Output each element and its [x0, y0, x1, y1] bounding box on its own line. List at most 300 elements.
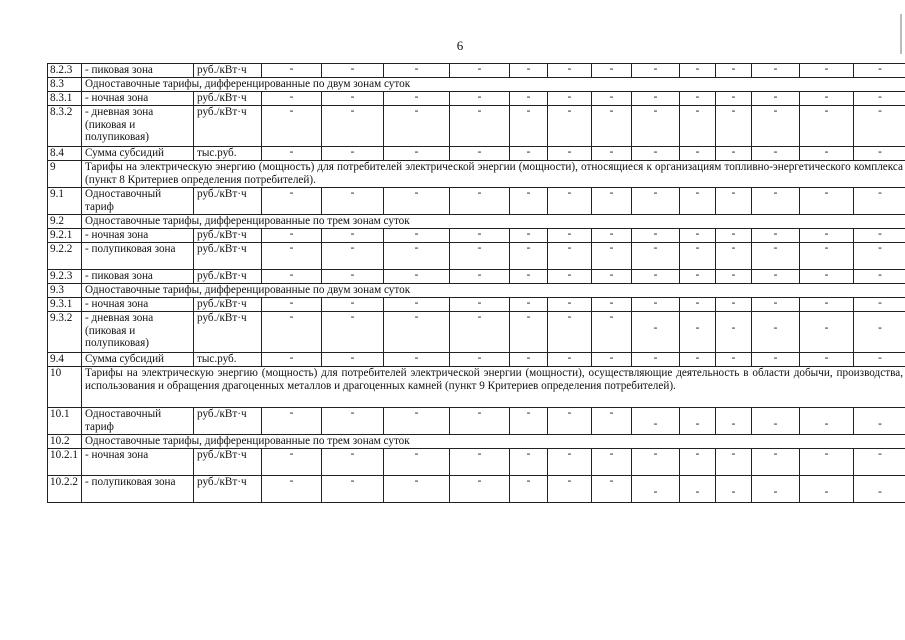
value-cell [384, 92, 450, 106]
value-cell [680, 298, 716, 312]
value-cell [800, 188, 854, 215]
empty-value-dash: - [653, 63, 658, 75]
value-cell [854, 476, 905, 503]
value-cell [510, 298, 548, 312]
unit-cell: руб./кВт·ч [194, 312, 262, 353]
empty-value-dash: - [567, 228, 572, 240]
table-row [48, 353, 905, 367]
empty-value-dash: - [526, 242, 531, 254]
value-cell [800, 408, 854, 435]
value-cell [262, 147, 322, 161]
empty-value-dash: - [414, 105, 419, 117]
empty-value-dash: - [878, 228, 882, 240]
value-cell [322, 106, 384, 147]
table-row [48, 298, 905, 312]
empty-value-dash: - [731, 146, 736, 158]
value-cell [592, 64, 632, 78]
value-cell [680, 188, 716, 215]
value-cell [322, 92, 384, 106]
empty-value-dash: - [695, 105, 700, 117]
value-cell [632, 188, 680, 215]
value-cell [384, 229, 450, 243]
empty-value-dash: - [526, 63, 531, 75]
empty-value-dash: - [414, 91, 419, 103]
value-cell [322, 298, 384, 312]
empty-value-dash: - [609, 242, 614, 254]
table-row [48, 106, 905, 147]
section-header-row [48, 367, 905, 408]
value-cell [384, 188, 450, 215]
value-cell [592, 243, 632, 270]
value-cell [548, 408, 592, 435]
row-number: 9 [48, 161, 82, 188]
unit-cell: руб./кВт·ч [194, 476, 262, 503]
value-cell [800, 270, 854, 284]
value-cell [632, 353, 680, 367]
row-number: 9.2.2 [48, 243, 82, 270]
value-cell [752, 353, 800, 367]
table-row [48, 92, 905, 106]
row-number: 9.1 [48, 188, 82, 215]
tariff-name: - дневная зона (пиковая и полупиковая) [82, 312, 194, 353]
value-cell [262, 188, 322, 215]
value-cell [510, 92, 548, 106]
empty-value-dash: - [289, 352, 294, 364]
empty-value-dash: - [653, 242, 658, 254]
empty-value-dash: - [824, 352, 829, 364]
value-cell [592, 312, 632, 353]
value-cell [548, 243, 592, 270]
scan-edge-mark [900, 14, 902, 54]
unit-cell: руб./кВт·ч [194, 298, 262, 312]
value-cell [632, 298, 680, 312]
empty-value-dash: - [350, 105, 355, 117]
empty-value-dash: - [653, 418, 658, 430]
empty-value-dash: - [477, 407, 482, 419]
value-cell [632, 106, 680, 147]
empty-value-dash: - [824, 105, 829, 117]
value-cell [548, 229, 592, 243]
value-cell [510, 64, 548, 78]
empty-value-dash: - [695, 63, 700, 75]
empty-value-dash: - [289, 187, 294, 199]
empty-value-dash: - [695, 91, 700, 103]
value-cell [510, 229, 548, 243]
empty-value-dash: - [567, 105, 572, 117]
value-cell [800, 353, 854, 367]
empty-value-dash: - [653, 448, 658, 460]
empty-value-dash: - [609, 297, 614, 309]
empty-value-dash: - [609, 187, 614, 199]
empty-value-dash: - [526, 448, 531, 460]
value-cell [680, 106, 716, 147]
empty-value-dash: - [350, 187, 355, 199]
empty-value-dash: - [878, 269, 882, 281]
unit-cell: руб./кВт·ч [194, 229, 262, 243]
empty-value-dash: - [731, 269, 736, 281]
value-cell [592, 188, 632, 215]
value-cell [716, 243, 752, 270]
row-number: 10.2.2 [48, 476, 82, 503]
value-cell [716, 92, 752, 106]
section-header-row [48, 215, 905, 229]
empty-value-dash: - [414, 475, 419, 487]
value-cell [450, 298, 510, 312]
value-cell [450, 243, 510, 270]
empty-value-dash: - [695, 187, 700, 199]
empty-value-dash: - [695, 146, 700, 158]
empty-value-dash: - [824, 63, 829, 75]
empty-value-dash: - [289, 297, 294, 309]
section-header-row [48, 78, 905, 92]
value-cell [680, 449, 716, 476]
page-number: 6 [456, 38, 464, 53]
value-cell [800, 476, 854, 503]
tariff-name: Одноставочный тариф [82, 188, 194, 215]
value-cell [716, 229, 752, 243]
empty-value-dash: - [414, 63, 419, 75]
value-cell [800, 147, 854, 161]
value-cell [450, 188, 510, 215]
empty-value-dash: - [477, 91, 482, 103]
value-cell [752, 312, 800, 353]
section-title: Тарифы на электрическую энергию (мощность) для потребителей электрической энергии (мощности), осуществляющие деятельность в области добычи, производства, использования и обращения драгоценных металлов и драгоценных камней (пункт 9 Критериев определения потребителей). [82, 367, 905, 408]
empty-value-dash: - [653, 228, 658, 240]
value-cell [752, 147, 800, 161]
empty-value-dash: - [878, 63, 882, 75]
value-cell [510, 188, 548, 215]
value-cell [450, 408, 510, 435]
empty-value-dash: - [609, 352, 614, 364]
value-cell [262, 312, 322, 353]
table-row [48, 147, 905, 161]
value-cell [592, 353, 632, 367]
tariff-name: - ночная зона [82, 229, 194, 243]
value-cell [854, 147, 905, 161]
section-title: Одноставочные тарифы, дифференцированные по трем зонам суток [82, 215, 905, 229]
empty-value-dash: - [878, 418, 882, 430]
empty-value-dash: - [567, 448, 572, 460]
empty-value-dash: - [878, 352, 882, 364]
empty-value-dash: - [350, 242, 355, 254]
value-cell [510, 147, 548, 161]
empty-value-dash: - [824, 322, 829, 334]
empty-value-dash: - [477, 448, 482, 460]
value-cell [510, 243, 548, 270]
section-title: Одноставочные тарифы, дифференцированные по двум зонам суток [82, 78, 905, 92]
value-cell [800, 106, 854, 147]
value-cell [632, 92, 680, 106]
empty-value-dash: - [414, 228, 419, 240]
tariff-name: - пиковая зона [82, 64, 194, 78]
empty-value-dash: - [477, 475, 482, 487]
value-cell [450, 64, 510, 78]
empty-value-dash: - [653, 297, 658, 309]
tariff-name: - пиковая зона [82, 270, 194, 284]
empty-value-dash: - [731, 228, 736, 240]
value-cell [800, 312, 854, 353]
empty-value-dash: - [477, 297, 482, 309]
value-cell [752, 298, 800, 312]
empty-value-dash: - [350, 146, 355, 158]
empty-value-dash: - [414, 352, 419, 364]
value-cell [854, 270, 905, 284]
empty-value-dash: - [289, 228, 294, 240]
value-cell [262, 92, 322, 106]
empty-value-dash: - [824, 418, 829, 430]
value-cell [322, 270, 384, 284]
value-cell [322, 147, 384, 161]
value-cell [716, 298, 752, 312]
row-number: 8.3 [48, 78, 82, 92]
value-cell [510, 408, 548, 435]
value-cell [262, 270, 322, 284]
row-number: 9.4 [48, 353, 82, 367]
empty-value-dash: - [731, 322, 736, 334]
value-cell [450, 312, 510, 353]
empty-value-dash: - [773, 63, 778, 75]
tariff-table [47, 63, 905, 503]
empty-value-dash: - [350, 63, 355, 75]
value-cell [262, 243, 322, 270]
value-cell [384, 270, 450, 284]
empty-value-dash: - [878, 486, 882, 498]
empty-value-dash: - [731, 187, 736, 199]
empty-value-dash: - [567, 407, 572, 419]
empty-value-dash: - [350, 297, 355, 309]
value-cell [548, 353, 592, 367]
value-cell [854, 106, 905, 147]
value-cell [854, 188, 905, 215]
value-cell [632, 64, 680, 78]
empty-value-dash: - [609, 91, 614, 103]
empty-value-dash: - [773, 105, 778, 117]
row-number: 8.3.2 [48, 106, 82, 147]
empty-value-dash: - [878, 187, 882, 199]
value-cell [450, 449, 510, 476]
empty-value-dash: - [567, 311, 572, 323]
value-cell [322, 353, 384, 367]
value-cell [752, 188, 800, 215]
tariff-name: Сумма субсидий [82, 353, 194, 367]
value-cell [592, 229, 632, 243]
empty-value-dash: - [289, 91, 294, 103]
empty-value-dash: - [695, 418, 700, 430]
empty-value-dash: - [773, 146, 778, 158]
empty-value-dash: - [526, 146, 531, 158]
empty-value-dash: - [878, 242, 882, 254]
value-cell [854, 312, 905, 353]
tariff-name: - ночная зона [82, 449, 194, 476]
empty-value-dash: - [477, 269, 482, 281]
value-cell [592, 408, 632, 435]
empty-value-dash: - [567, 475, 572, 487]
empty-value-dash: - [350, 91, 355, 103]
empty-value-dash: - [526, 187, 531, 199]
empty-value-dash: - [731, 63, 736, 75]
empty-value-dash: - [824, 448, 829, 460]
value-cell [384, 243, 450, 270]
row-number: 9.3 [48, 284, 82, 298]
empty-value-dash: - [773, 486, 778, 498]
value-cell [632, 312, 680, 353]
value-cell [510, 476, 548, 503]
unit-cell: тыс.руб. [194, 353, 262, 367]
empty-value-dash: - [289, 448, 294, 460]
unit-cell: руб./кВт·ч [194, 188, 262, 215]
unit-cell: тыс.руб. [194, 147, 262, 161]
unit-cell: руб./кВт·ч [194, 408, 262, 435]
empty-value-dash: - [526, 297, 531, 309]
value-cell [680, 92, 716, 106]
tariff-name: - дневная зона (пиковая и полупиковая) [82, 106, 194, 147]
empty-value-dash: - [567, 63, 572, 75]
value-cell [854, 229, 905, 243]
empty-value-dash: - [653, 187, 658, 199]
empty-value-dash: - [773, 242, 778, 254]
value-cell [632, 147, 680, 161]
empty-value-dash: - [526, 269, 531, 281]
empty-value-dash: - [477, 242, 482, 254]
value-cell [800, 64, 854, 78]
unit-cell: руб./кВт·ч [194, 64, 262, 78]
empty-value-dash: - [477, 146, 482, 158]
value-cell [854, 449, 905, 476]
empty-value-dash: - [526, 311, 531, 323]
value-cell [716, 64, 752, 78]
empty-value-dash: - [773, 187, 778, 199]
value-cell [632, 449, 680, 476]
empty-value-dash: - [477, 63, 482, 75]
section-title: Одноставочные тарифы, дифференцированные по трем зонам суток [82, 435, 905, 449]
empty-value-dash: - [653, 486, 658, 498]
empty-value-dash: - [773, 418, 778, 430]
value-cell [450, 106, 510, 147]
empty-value-dash: - [567, 352, 572, 364]
value-cell [592, 270, 632, 284]
value-cell [262, 449, 322, 476]
empty-value-dash: - [609, 475, 614, 487]
value-cell [680, 408, 716, 435]
empty-value-dash: - [878, 105, 882, 117]
value-cell [384, 408, 450, 435]
unit-cell: руб./кВт·ч [194, 270, 262, 284]
value-cell [322, 64, 384, 78]
value-cell [548, 449, 592, 476]
empty-value-dash: - [414, 269, 419, 281]
table-row [48, 188, 905, 215]
empty-value-dash: - [350, 475, 355, 487]
empty-value-dash: - [773, 269, 778, 281]
empty-value-dash: - [653, 352, 658, 364]
value-cell [800, 229, 854, 243]
empty-value-dash: - [653, 322, 658, 334]
empty-value-dash: - [824, 242, 829, 254]
empty-value-dash: - [824, 228, 829, 240]
empty-value-dash: - [289, 311, 294, 323]
row-number: 10.2.1 [48, 449, 82, 476]
empty-value-dash: - [609, 407, 614, 419]
value-cell [716, 476, 752, 503]
value-cell [450, 147, 510, 161]
empty-value-dash: - [731, 91, 736, 103]
value-cell [322, 229, 384, 243]
empty-value-dash: - [414, 297, 419, 309]
empty-value-dash: - [731, 105, 736, 117]
value-cell [450, 353, 510, 367]
value-cell [322, 243, 384, 270]
value-cell [716, 106, 752, 147]
empty-value-dash: - [731, 297, 736, 309]
empty-value-dash: - [695, 486, 700, 498]
value-cell [632, 408, 680, 435]
value-cell [752, 476, 800, 503]
value-cell [854, 92, 905, 106]
empty-value-dash: - [414, 311, 419, 323]
empty-value-dash: - [653, 269, 658, 281]
section-header-row [48, 161, 905, 188]
value-cell [384, 147, 450, 161]
value-cell [680, 312, 716, 353]
value-cell [548, 106, 592, 147]
value-cell [632, 243, 680, 270]
value-cell [854, 298, 905, 312]
value-cell [752, 106, 800, 147]
tariff-name: - полупиковая зона [82, 243, 194, 270]
table-row [48, 312, 905, 353]
empty-value-dash: - [567, 269, 572, 281]
value-cell [592, 449, 632, 476]
value-cell [752, 449, 800, 476]
empty-value-dash: - [567, 146, 572, 158]
value-cell [800, 298, 854, 312]
tariff-name: Одноставочный тариф [82, 408, 194, 435]
row-number: 8.3.1 [48, 92, 82, 106]
value-cell [752, 270, 800, 284]
value-cell [450, 476, 510, 503]
value-cell [716, 188, 752, 215]
value-cell [548, 312, 592, 353]
empty-value-dash: - [609, 269, 614, 281]
empty-value-dash: - [526, 228, 531, 240]
value-cell [450, 92, 510, 106]
empty-value-dash: - [824, 146, 829, 158]
empty-value-dash: - [653, 91, 658, 103]
empty-value-dash: - [878, 297, 882, 309]
value-cell [854, 353, 905, 367]
value-cell [450, 270, 510, 284]
value-cell [384, 476, 450, 503]
value-cell [680, 243, 716, 270]
value-cell [592, 147, 632, 161]
value-cell [510, 312, 548, 353]
value-cell [800, 449, 854, 476]
empty-value-dash: - [526, 91, 531, 103]
empty-value-dash: - [350, 448, 355, 460]
value-cell [592, 92, 632, 106]
value-cell [384, 312, 450, 353]
value-cell [510, 106, 548, 147]
value-cell [592, 106, 632, 147]
empty-value-dash: - [878, 322, 882, 334]
empty-value-dash: - [824, 91, 829, 103]
empty-value-dash: - [695, 448, 700, 460]
unit-cell: руб./кВт·ч [194, 449, 262, 476]
row-number: 8.2.3 [48, 64, 82, 78]
tariff-name: - ночная зона [82, 92, 194, 106]
table-row [48, 64, 905, 78]
empty-value-dash: - [609, 228, 614, 240]
